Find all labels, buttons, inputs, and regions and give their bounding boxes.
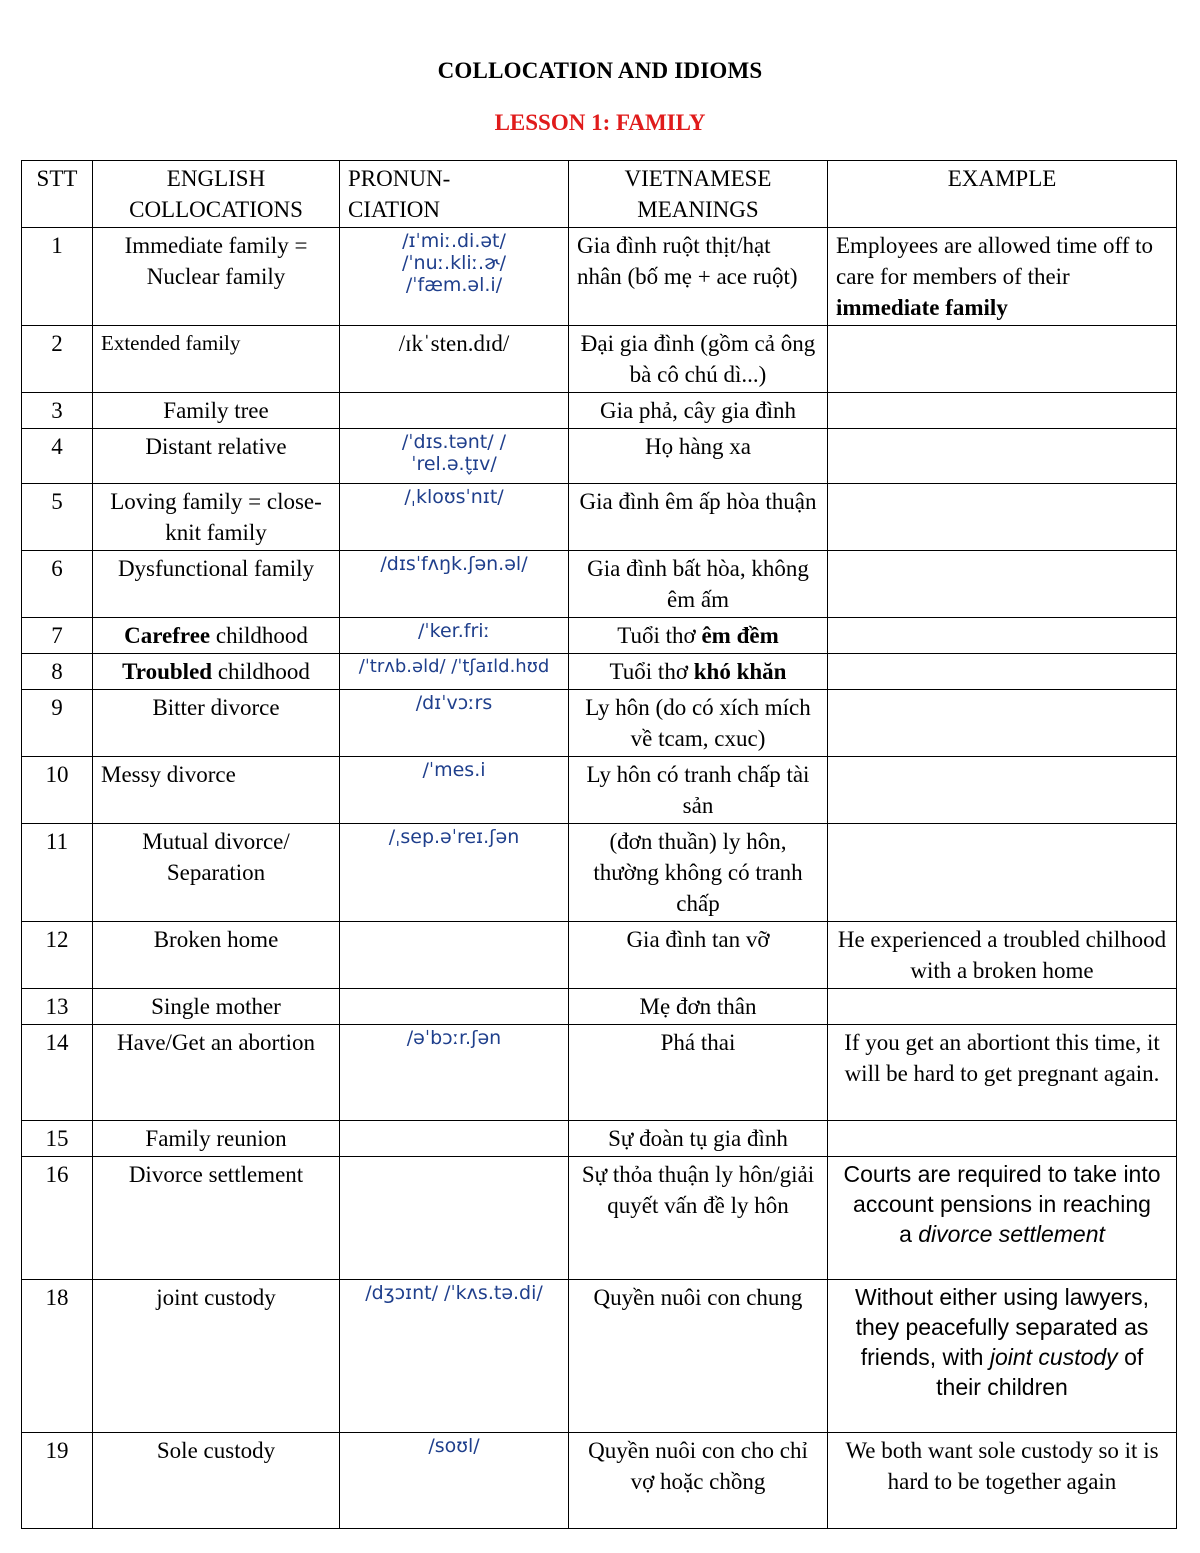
row-vietnamese: Gia đình êm ấp hòa thuận <box>569 484 828 551</box>
viet-bold: khó khăn <box>693 659 787 684</box>
row-stt: 2 <box>22 326 93 393</box>
row-example: He experienced a troubled chilhood with a broken home <box>828 922 1177 989</box>
row-vietnamese: Đại gia đình (gồm cả ông bà cô chú dì...) <box>569 326 828 393</box>
row-vietnamese: Quyền nuôi con cho chỉ vợ hoặc chồng <box>569 1433 828 1529</box>
row-example <box>828 989 1177 1025</box>
row-example <box>828 690 1177 757</box>
row-english: Broken home <box>93 922 340 989</box>
row-english: Family reunion <box>93 1121 340 1157</box>
row-stt: 16 <box>22 1157 93 1280</box>
pron-line: /ˈdɪs.tənt/ / <box>401 431 507 453</box>
row-pronunciation: /ˌsep.əˈreɪ.ʃən <box>340 824 569 922</box>
row-example <box>828 1121 1177 1157</box>
row-vietnamese: Gia phả, cây gia đình <box>569 393 828 429</box>
row-stt: 15 <box>22 1121 93 1157</box>
row-english <box>93 654 340 690</box>
row-vietnamese: Ly hôn (do có xích mích về tcam, cxuc) <box>569 690 828 757</box>
row-pronunciation: /ˈtrʌb.əld/ /ˈtʃaɪld.hʊd <box>340 654 569 690</box>
row-stt: 1 <box>22 228 93 326</box>
viet-text: Tuổi thơ <box>617 623 702 648</box>
row-vietnamese: Phá thai <box>569 1025 828 1121</box>
header-vietnamese <box>569 161 828 228</box>
row-example <box>828 484 1177 551</box>
row-english: Immediate family = Nuclear family <box>93 228 340 326</box>
row-english: Mutual divorce/ Separation <box>93 824 340 922</box>
row-english: Family tree <box>93 393 340 429</box>
row-stt: 14 <box>22 1025 93 1121</box>
english-rest: childhood <box>212 659 310 684</box>
row-vietnamese <box>569 618 828 654</box>
row-pronunciation <box>340 989 569 1025</box>
table-row <box>22 1433 1177 1529</box>
row-english: Extended family <box>93 326 340 393</box>
lesson-subtitle: LESSON 1: FAMILY <box>494 110 706 135</box>
row-stt: 7 <box>22 618 93 654</box>
table-row <box>22 922 1177 989</box>
row-example <box>828 1157 1177 1280</box>
row-example <box>828 1280 1177 1433</box>
row-vietnamese <box>569 654 828 690</box>
table-row <box>22 989 1177 1025</box>
row-english: Messy divorce <box>93 757 340 824</box>
row-pronunciation <box>340 429 569 484</box>
row-stt: 18 <box>22 1280 93 1433</box>
header-example: EXAMPLE <box>828 161 1177 228</box>
row-example <box>828 326 1177 393</box>
row-english: Sole custody <box>93 1433 340 1529</box>
row-pronunciation: /soʊl/ <box>340 1433 569 1529</box>
pron-line: /ˈfæm.əl.i/ <box>405 274 503 296</box>
row-stt: 3 <box>22 393 93 429</box>
row-pronunciation: /ˈker.friː <box>340 618 569 654</box>
row-stt: 9 <box>22 690 93 757</box>
table-row <box>22 654 1177 690</box>
table-row <box>22 1121 1177 1157</box>
document-title: COLLOCATION AND IDIOMS <box>437 58 763 83</box>
row-example <box>828 551 1177 618</box>
row-english: Distant relative <box>93 429 340 484</box>
row-example <box>828 228 1177 326</box>
example-text: a <box>899 1221 919 1247</box>
row-english: Dysfunctional family <box>93 551 340 618</box>
row-pronunciation: /dʒɔɪnt/ /ˈkʌs.tə.di/ <box>340 1280 569 1433</box>
english-rest: childhood <box>210 623 308 648</box>
row-example <box>828 618 1177 654</box>
row-stt: 6 <box>22 551 93 618</box>
row-pronunciation: /ˌkloʊsˈnɪt/ <box>340 484 569 551</box>
row-example <box>828 429 1177 484</box>
row-pronunciation: /əˈbɔːr.ʃən <box>340 1025 569 1121</box>
pron-line: /ˈnuː.kliː.ɚ/ <box>401 252 507 274</box>
table-row <box>22 228 1177 326</box>
row-example <box>828 393 1177 429</box>
row-pronunciation: /dɪsˈfʌŋk.ʃən.əl/ <box>340 551 569 618</box>
row-vietnamese: Mẹ đơn thân <box>569 989 828 1025</box>
row-vietnamese: Gia đình ruột thịt/hạt nhân (bố mẹ + ace ruột) <box>569 228 828 326</box>
english-bold-word: Troubled <box>122 659 213 684</box>
table-row <box>22 1025 1177 1121</box>
header-pron-line2: CIATION <box>348 197 440 222</box>
row-stt: 8 <box>22 654 93 690</box>
header-viet-line1: VIETNAMESE <box>624 166 772 191</box>
row-pronunciation: /dɪˈvɔːrs <box>340 690 569 757</box>
pron-line: /ɪˈmiː.di.ət/ <box>402 230 506 252</box>
row-stt: 10 <box>22 757 93 824</box>
table-row <box>22 326 1177 393</box>
example-text: Without either using lawyers, they peacefully separated as friends, with <box>854 1284 1149 1370</box>
example-text: Employees are allowed time off to care for members of their <box>836 233 1154 289</box>
row-pronunciation: /ˈmes.i <box>340 757 569 824</box>
row-example <box>828 654 1177 690</box>
pron-line: ˈrel.ə.t̬ɪv/ <box>411 453 497 475</box>
header-viet-line2: MEANINGS <box>637 197 759 222</box>
table-row <box>22 757 1177 824</box>
row-english: Bitter divorce <box>93 690 340 757</box>
row-vietnamese: Ly hôn có tranh chấp tài sản <box>569 757 828 824</box>
row-pronunciation <box>340 228 569 326</box>
row-example <box>828 757 1177 824</box>
table-row <box>22 484 1177 551</box>
row-example <box>828 824 1177 922</box>
row-pronunciation: /ɪkˈsten.dɪd/ <box>340 326 569 393</box>
table-row <box>22 690 1177 757</box>
example-italic: joint custody <box>989 1344 1118 1370</box>
table-row <box>22 618 1177 654</box>
header-stt: STT <box>22 161 93 228</box>
row-pronunciation <box>340 922 569 989</box>
example-italic: divorce settlement <box>918 1221 1105 1247</box>
row-stt: 11 <box>22 824 93 922</box>
table-row <box>22 393 1177 429</box>
viet-text: Tuổi thơ <box>609 659 694 684</box>
row-english: Single mother <box>93 989 340 1025</box>
viet-bold: êm đềm <box>701 623 779 648</box>
row-vietnamese: Quyền nuôi con chung <box>569 1280 828 1433</box>
row-vietnamese: Gia đình bất hòa, không êm ấm <box>569 551 828 618</box>
header-pronunciation <box>340 161 569 228</box>
row-example: If you get an abortiont this time, it will be hard to get pregnant again. <box>828 1025 1177 1121</box>
row-vietnamese: Sự đoàn tụ gia đình <box>569 1121 828 1157</box>
row-english: Have/Get an abortion <box>93 1025 340 1121</box>
row-vietnamese: Gia đình tan vỡ <box>569 922 828 989</box>
row-stt: 12 <box>22 922 93 989</box>
table-row <box>22 1280 1177 1433</box>
row-vietnamese: (đơn thuần) ly hôn, thường không có tranh chấp <box>569 824 828 922</box>
table-row <box>22 551 1177 618</box>
row-pronunciation <box>340 1121 569 1157</box>
row-pronunciation <box>340 393 569 429</box>
header-english: ENGLISH COLLOCATIONS <box>93 161 340 228</box>
example-highlight: immediate family <box>836 295 1008 320</box>
table-row <box>22 1157 1177 1280</box>
row-vietnamese: Họ hàng xa <box>569 429 828 484</box>
header-pron-line1: PRONUN- <box>348 166 451 191</box>
table-header-row <box>22 161 1177 228</box>
row-english: joint custody <box>93 1280 340 1433</box>
row-example: We both want sole custody so it is hard to be together again <box>828 1433 1177 1529</box>
table-row <box>22 429 1177 484</box>
row-stt: 13 <box>22 989 93 1025</box>
example-text: Courts are required to take into account pensions in reaching <box>843 1161 1161 1217</box>
row-english <box>93 618 340 654</box>
row-english: Loving family = close-knit family <box>93 484 340 551</box>
row-stt: 5 <box>22 484 93 551</box>
example-text: of their children <box>936 1344 1144 1400</box>
english-bold-word: Carefree <box>124 623 211 648</box>
table-row <box>22 824 1177 922</box>
row-english: Divorce settlement <box>93 1157 340 1280</box>
row-vietnamese: Sự thỏa thuận ly hôn/giải quyết vấn đề ly hôn <box>569 1157 828 1280</box>
row-stt: 19 <box>22 1433 93 1529</box>
collocation-table <box>21 160 1177 1529</box>
row-pronunciation <box>340 1157 569 1280</box>
row-stt: 4 <box>22 429 93 484</box>
